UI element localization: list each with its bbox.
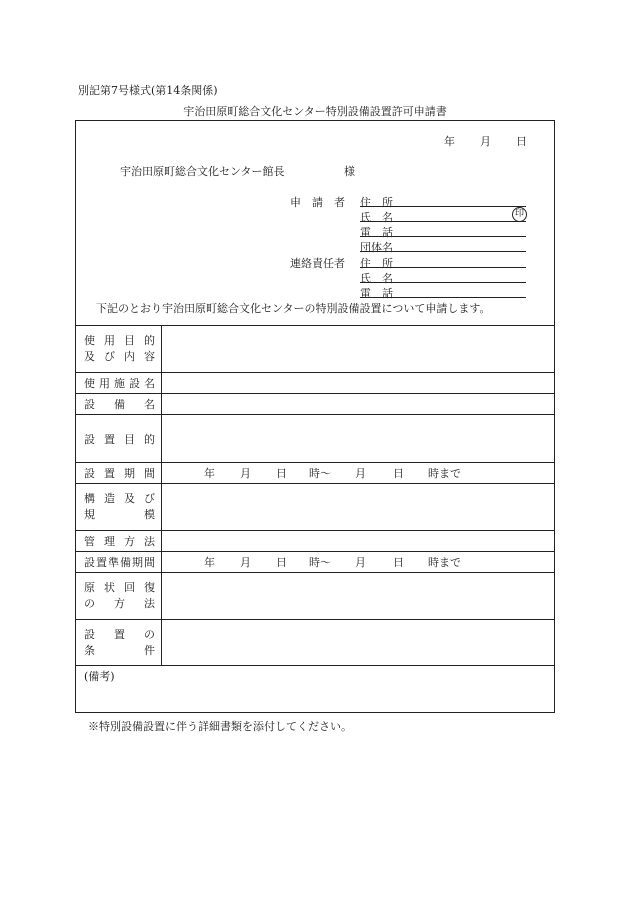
- install-purpose-label: 設置目的: [76, 415, 162, 463]
- table-row: [76, 463, 555, 484]
- contact-name-label: 氏 名: [360, 272, 393, 285]
- period-month-to: 月: [355, 467, 366, 480]
- footnote: ※特別設備設置に伴う詳細書類を添付してください。: [88, 720, 352, 733]
- seal-mark: 印: [512, 207, 527, 222]
- install-period-input[interactable]: [162, 463, 555, 484]
- form-title: 宇治田原町総合文化センター特別設備設置許可申請書: [183, 105, 447, 118]
- applicant-phone-field[interactable]: [360, 236, 526, 237]
- conditions-input[interactable]: [162, 620, 555, 666]
- prep-time-from: 時～: [309, 556, 331, 569]
- applicant-phone-label: 電 話: [360, 226, 393, 239]
- applicant-group-label: 団体名: [360, 241, 393, 254]
- remarks-box[interactable]: [75, 661, 555, 713]
- prep-month-to: 月: [355, 556, 366, 569]
- table-row: [76, 373, 555, 394]
- table-row: [76, 573, 555, 620]
- addressee: 宇治田原町総合文化センター館長: [120, 165, 285, 178]
- management-input[interactable]: [162, 531, 555, 552]
- table-row: [76, 484, 555, 531]
- applicant-name-label: 氏 名: [360, 211, 393, 224]
- period-time-to: 時まで: [428, 467, 461, 480]
- applicant-name-field[interactable]: [360, 221, 526, 222]
- equipment-input[interactable]: [162, 394, 555, 415]
- contact-address-label: 住 所: [360, 257, 393, 270]
- restore-label: 原状回復 の方法: [76, 573, 162, 620]
- contact-name-field[interactable]: [360, 282, 526, 283]
- period-day-to: 日: [393, 467, 404, 480]
- table-row: [76, 531, 555, 552]
- contact-address-field[interactable]: [360, 267, 526, 268]
- conditions-label: 設置の 条件: [76, 620, 162, 666]
- table-row: [76, 394, 555, 415]
- date-day-label: 日: [516, 135, 527, 148]
- addressee-honorific: 様: [344, 165, 355, 178]
- date-month-label: 月: [480, 135, 491, 148]
- structure-label: 構造及び 規模: [76, 484, 162, 531]
- date-year-label: 年: [444, 135, 455, 148]
- table-row: [76, 326, 555, 373]
- contact-role-label: 連絡責任者: [290, 257, 345, 270]
- form-number: 別記第7号様式(第14条関係): [78, 84, 218, 97]
- period-day: 日: [276, 467, 287, 480]
- contact-phone-label: 電 話: [360, 287, 393, 300]
- prep-period-input[interactable]: [162, 552, 555, 573]
- period-month: 月: [240, 467, 251, 480]
- applicant-address-label: 住 所: [360, 196, 393, 209]
- install-period-label: 設置期間: [76, 463, 162, 484]
- management-label: 管理方法: [76, 531, 162, 552]
- remarks-label: (備考): [84, 670, 115, 683]
- table-row: [76, 620, 555, 666]
- prep-year: 年: [204, 556, 215, 569]
- period-year: 年: [204, 467, 215, 480]
- applicant-role-label: 申 請 者: [290, 196, 345, 209]
- application-details-table: [75, 325, 555, 666]
- purpose-label: 使用目的 及び内容: [76, 326, 162, 373]
- prep-day-to: 日: [393, 556, 404, 569]
- prep-day: 日: [276, 556, 287, 569]
- applicant-group-field[interactable]: [360, 251, 526, 252]
- table-row: [76, 415, 555, 463]
- contact-phone-field[interactable]: [360, 297, 526, 298]
- equipment-label: 設備名: [76, 394, 162, 415]
- structure-input[interactable]: [162, 484, 555, 531]
- restore-input[interactable]: [162, 573, 555, 620]
- prep-month: 月: [240, 556, 251, 569]
- prep-period-label: 設置準備期間: [76, 552, 162, 573]
- prep-time-to: 時まで: [428, 556, 461, 569]
- period-time-from: 時～: [309, 467, 331, 480]
- install-purpose-input[interactable]: [162, 415, 555, 463]
- facility-input[interactable]: [162, 373, 555, 394]
- declaration-text: 下記のとおり宇治田原町総合文化センターの特別設備設置について申請します。: [96, 302, 491, 315]
- purpose-input[interactable]: [162, 326, 555, 373]
- facility-label: 使用施設名: [76, 373, 162, 394]
- applicant-address-field[interactable]: [360, 206, 526, 207]
- table-row: [76, 552, 555, 573]
